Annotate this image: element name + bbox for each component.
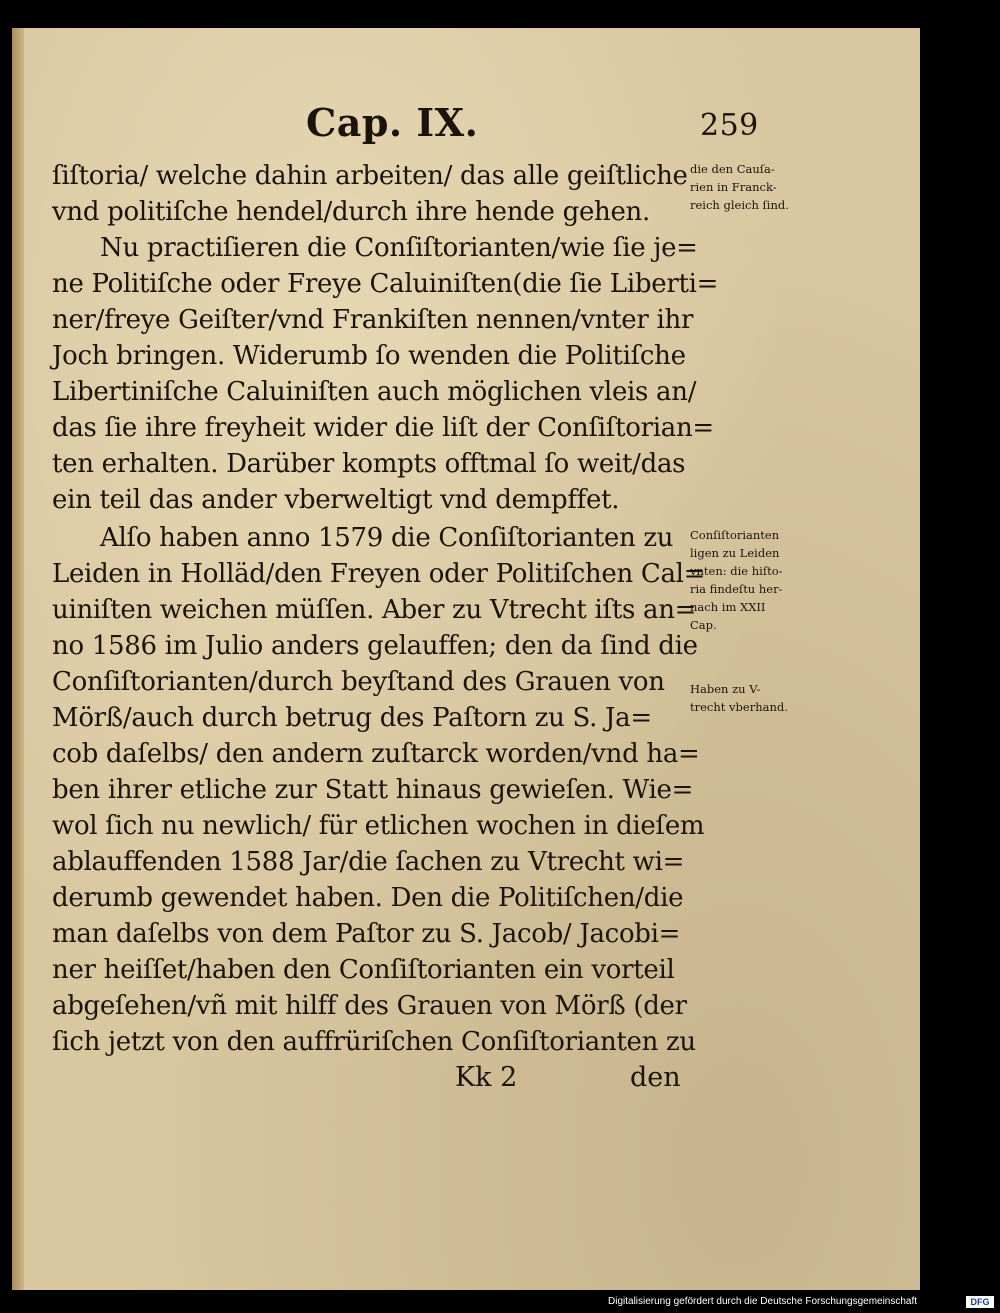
text-line: abgeſehen/vñ mit hilff des Grauen von Mörß (der (52, 991, 687, 1021)
running-head: Cap. IX. (306, 100, 479, 145)
text-line: wol ſich nu newlich/ für etlichen wochen in dieſem (52, 811, 705, 841)
footer-credit: Digitalisierung gefördert durch die Deutsche Forschungsgemeinschaft (608, 1296, 918, 1307)
text-line: Mörß/auch durch betrug des Paſtorn zu S. Ja= (52, 703, 652, 733)
text-line: no 1586 im Julio anders gelauffen; den da ſind die (52, 631, 698, 661)
text-line: ten erhalten. Darüber kompts offtmal ſo weit/das (52, 449, 686, 479)
text-line: Leiden in Holläd/den Freyen oder Politiſchen Cal= (52, 559, 706, 589)
text-line: ner heiſſet/haben den Conſiſtorianten ein vorteil (52, 955, 675, 985)
text-line: Nu practiſieren die Conſiſtorianten/wie ſie je= (100, 233, 698, 263)
text-line: Libertiniſche Caluiniſten auch möglichen vleis an/ (52, 377, 697, 407)
text-line: das ſie ihre freyheit wider die liſt der Conſiſtorian= (52, 413, 714, 443)
text-line: ablauffenden 1588 Jar/die ſachen zu Vtrecht wi= (52, 847, 685, 877)
margin-note: Conſiſtorianten ligen zu Leiden vnten: die hiſto- ria findeſtu her- nach im XXII Cap. (690, 528, 783, 632)
text-line: Joch bringen. Widerumb ſo wenden die Politiſche (52, 341, 686, 371)
text-line: ſiſtoria/ welche dahin arbeiten/ das alle geiſtliche (52, 161, 688, 191)
page-number: 259 (700, 108, 759, 143)
page-edge (12, 28, 24, 1290)
text-line: uiniſten weichen müſſen. Aber zu Vtrecht iſts an= (52, 595, 697, 625)
signature-mark: Kk 2 (455, 1062, 518, 1093)
text-line: Conſiſtorianten/durch beyſtand des Grauen von (52, 667, 665, 697)
dfg-logo: DFG (966, 1296, 994, 1308)
text-line: man daſelbs von dem Paſtor zu S. Jacob/ Jacobi= (52, 919, 681, 949)
text-line: ner/freye Geiſter/vnd Frankiſten nennen/vnter ihr (52, 305, 694, 335)
catchword: den (630, 1062, 681, 1093)
text-line: ſich jetzt von den auffrüriſchen Conſiſtorianten zu (52, 1027, 696, 1057)
text-line: Alſo haben anno 1579 die Conſiſtorianten zu (100, 523, 674, 553)
text-line: derumb gewendet haben. Den die Politiſchen/die (52, 883, 684, 913)
text-line: vnd politiſche hendel/durch ihre hende gehen. (52, 197, 650, 227)
text-line: ben ihrer etliche zur Statt hinaus gewieſen. Wie= (52, 775, 694, 805)
text-line: ne Politiſche oder Freye Caluiniſten(die ſie Liberti= (52, 269, 719, 299)
text-line: ein teil das ander vberweltigt vnd dempffet. (52, 485, 620, 515)
margin-note: die den Cauſa- rien in Franck- reich gleich ſind. (690, 162, 789, 212)
text-line: cob daſelbs/ den andern zuſtarck worden/vnd ha= (52, 739, 700, 769)
margin-note: Haben zu V- trecht vberhand. (690, 682, 788, 714)
